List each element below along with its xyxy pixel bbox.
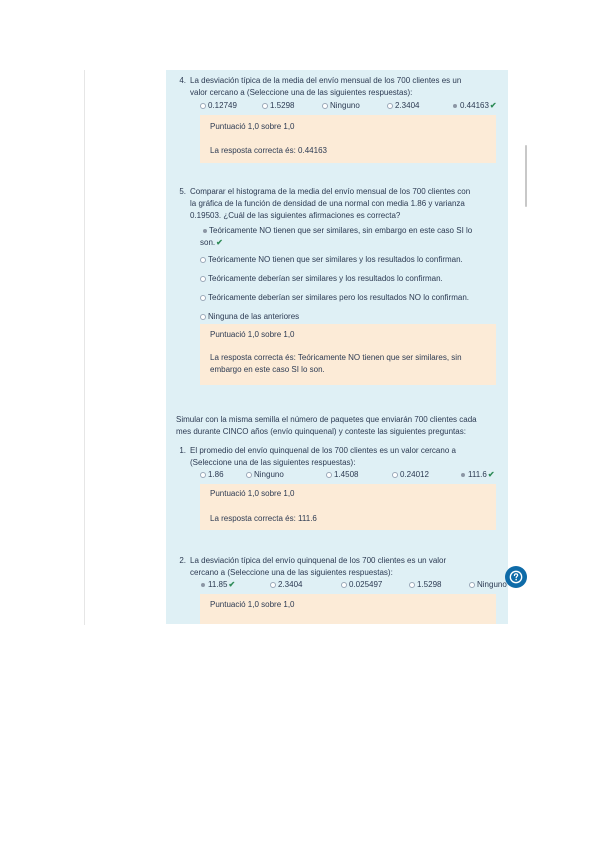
radio-button[interactable] xyxy=(246,472,252,478)
radio-button[interactable] xyxy=(387,103,393,109)
check-icon: ✔ xyxy=(487,470,495,479)
radio-button[interactable] xyxy=(270,582,276,588)
correct-answer-text: La resposta correcta és: 111.6 xyxy=(210,514,317,523)
score-text: Puntuació 1,0 sobre 1,0 xyxy=(210,122,295,131)
option[interactable]: 0.24012 xyxy=(392,470,460,480)
option-selected[interactable]: 111.6✔ xyxy=(460,470,495,480)
option[interactable]: Teóricamente deberían ser similares pero los resultados NO lo confirman. xyxy=(200,293,469,312)
radio-button[interactable] xyxy=(200,257,206,263)
feedback-box xyxy=(200,324,496,385)
question-number: 4. xyxy=(179,76,186,85)
radio-button-selected[interactable] xyxy=(203,229,207,233)
radio-button[interactable] xyxy=(200,314,206,320)
feedback-box xyxy=(200,594,496,624)
option[interactable]: Teóricamente deberían ser similares y los resultados lo confirman. xyxy=(200,274,469,293)
radio-button[interactable] xyxy=(200,276,206,282)
radio-button[interactable] xyxy=(409,582,415,588)
radio-button[interactable] xyxy=(200,472,206,478)
question-2 xyxy=(172,555,502,579)
option[interactable]: 0.025497 xyxy=(341,580,409,590)
radio-button[interactable] xyxy=(200,103,206,109)
option-selected[interactable]: Teóricamente NO tienen que ser similares, sin embargo en este caso SI lo son.✔ xyxy=(200,226,473,247)
question-5 xyxy=(172,186,502,222)
score-text: Puntuació 1,0 sobre 1,0 xyxy=(210,600,295,609)
option[interactable]: 0.12749 xyxy=(200,101,262,111)
option[interactable]: Ninguno xyxy=(246,470,326,480)
score-text: Puntuació 1,0 sobre 1,0 xyxy=(210,330,295,339)
answer-options xyxy=(200,101,497,111)
question-text: La desviación típica del envío quinquenal de los 700 clientes es un valor cercano a (Seleccione una de las siguientes respuestas): xyxy=(190,556,447,577)
radio-button[interactable] xyxy=(262,103,268,109)
option[interactable]: 1.5298 xyxy=(409,580,469,590)
radio-button[interactable] xyxy=(469,582,475,588)
feedback-box xyxy=(200,484,496,530)
radio-button[interactable] xyxy=(322,103,328,109)
question-4 xyxy=(172,75,502,99)
check-icon: ✔ xyxy=(216,238,223,247)
score-text: Puntuació 1,0 sobre 1,0 xyxy=(210,489,295,498)
page-border xyxy=(84,70,85,625)
answer-options xyxy=(200,580,507,590)
radio-button[interactable] xyxy=(326,472,332,478)
question-text: La desviación típica de la media del envío mensual de los 700 clientes es un valor cercano a (Seleccione una de las siguientes respuestas): xyxy=(190,76,462,97)
question-1 xyxy=(172,445,502,469)
radio-button[interactable] xyxy=(392,472,398,478)
radio-button-selected[interactable] xyxy=(453,104,457,108)
option[interactable]: 1.5298 xyxy=(262,101,322,111)
option[interactable]: Ninguno xyxy=(322,101,387,111)
answer-options xyxy=(200,470,495,480)
scrollbar[interactable] xyxy=(525,145,527,207)
correct-answer-text: La resposta correcta és: Teóricamente NO tienen que ser similares, sin embargo en este caso SI lo son. xyxy=(210,353,462,374)
radio-button[interactable] xyxy=(200,295,206,301)
radio-button[interactable] xyxy=(341,582,347,588)
question-circle-icon xyxy=(509,570,523,584)
correct-answer-text: La resposta correcta és: 0.44163 xyxy=(210,146,327,155)
option[interactable]: Ninguna de las anteriores xyxy=(200,312,469,331)
feedback-box xyxy=(200,115,496,163)
answer-options xyxy=(200,255,469,331)
radio-button-selected[interactable] xyxy=(461,473,465,477)
check-icon: ✔ xyxy=(228,580,236,589)
option[interactable]: 2.3404 xyxy=(387,101,452,111)
option[interactable]: 1.4508 xyxy=(326,470,392,480)
option[interactable]: Teóricamente NO tienen que ser similares y los resultados lo confirman. xyxy=(200,255,469,274)
question-text: Comparar el histograma de la media del envío mensual de los 700 clientes con la gráfica de la función de densidad de una normal con media 1.86 y varianza 0.19503. ¿Cuál de las siguientes afirmaciones es correcta? xyxy=(190,187,471,220)
question-number: 1. xyxy=(179,446,186,455)
check-icon: ✔ xyxy=(489,101,497,110)
option[interactable]: 1.86 xyxy=(200,470,246,480)
question-number: 5. xyxy=(179,187,186,196)
question-number: 2. xyxy=(179,556,186,565)
option[interactable]: Ninguno xyxy=(469,580,507,590)
help-button[interactable] xyxy=(505,566,527,588)
option[interactable]: 2.3404 xyxy=(270,580,341,590)
option-selected[interactable]: 11.85✔ xyxy=(200,580,270,590)
radio-button-selected[interactable] xyxy=(201,583,205,587)
section-intro: Simular con la misma semilla el número de paquetes que enviarán 700 clientes cada mes durante CINCO años (envío quinquenal) y conteste las siguientes preguntas: xyxy=(176,415,477,436)
option-selected[interactable]: 0.44163✔ xyxy=(452,101,497,111)
question-text: El promedio del envío quinquenal de los 700 clientes es un valor cercano a (Seleccione una de las siguientes respuestas): xyxy=(190,446,456,467)
